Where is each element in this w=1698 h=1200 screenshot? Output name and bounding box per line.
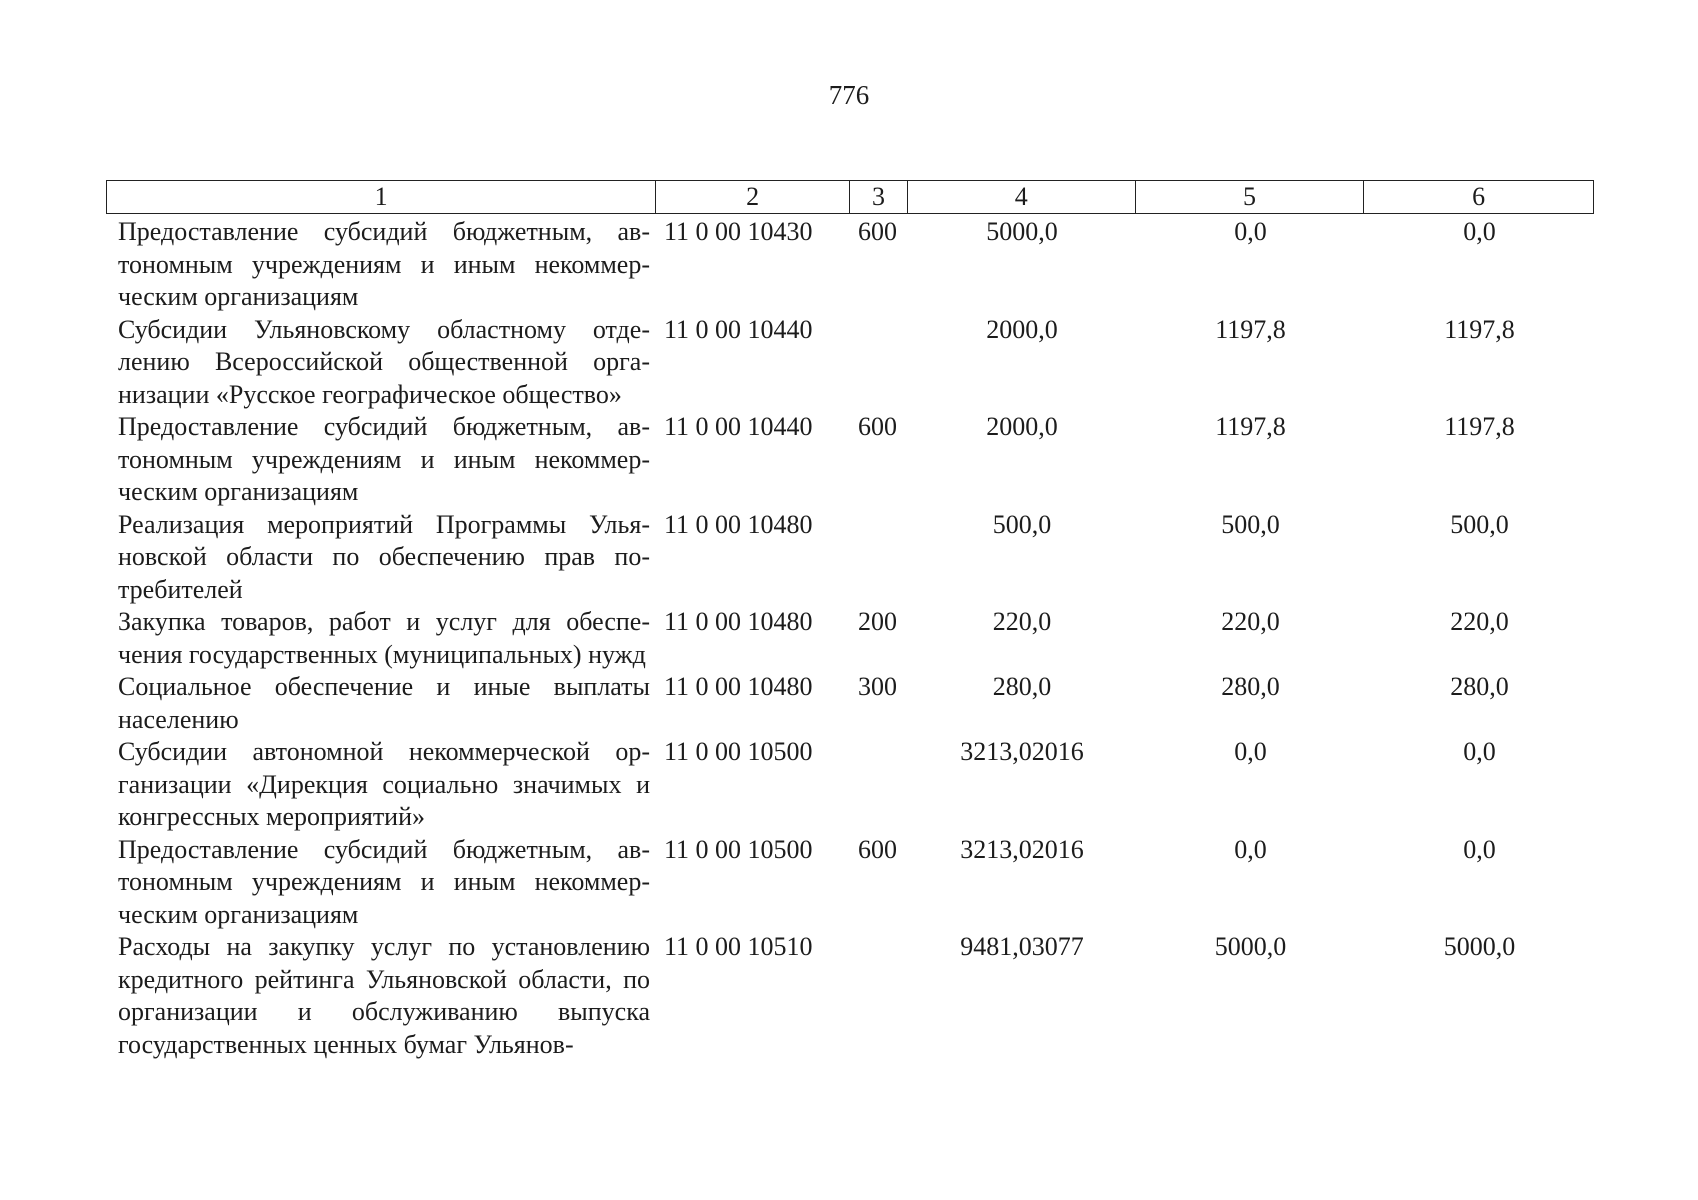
row-value-4: 3213,02016	[960, 737, 1084, 766]
row-name: Субсидии Ульяновскому областному отделению Всероссийской общественной организации «Русское географическое общество»	[118, 314, 650, 409]
row-value-4: 280,0	[992, 672, 1052, 701]
table-body	[106, 216, 1594, 1061]
column-header-6: 6	[1472, 182, 1486, 211]
row-type: 200	[858, 607, 897, 636]
row-value-6: 0,0	[1463, 217, 1496, 246]
row-value-5: 0,0	[1234, 834, 1267, 864]
row-code: 11 0 00 10510	[664, 932, 813, 961]
row-name: Социальное обеспечение и иные выплаты населению	[118, 672, 650, 734]
row-code: 11 0 00 10440	[664, 412, 813, 441]
row-name: Закупка товаров, работ и услуг для обеспечения государственных (муниципальных) нужд	[118, 607, 650, 669]
row-code: 11 0 00 10500	[664, 834, 813, 864]
row-value-5: 220,0	[1221, 607, 1280, 636]
row-type: 600	[858, 412, 897, 441]
row-value-6: 280,0	[1450, 672, 1509, 701]
page-number: 776	[828, 80, 870, 110]
column-header-4: 4	[908, 181, 1136, 213]
row-name: Реализация мероприятий Программы Ульяновской области по обеспечению прав потребителей	[118, 509, 650, 604]
row-value-6: 1197,8	[1444, 412, 1515, 441]
row-value-5: 0,0	[1234, 737, 1267, 766]
column-header-1: 1	[107, 181, 656, 213]
table-row	[106, 736, 1594, 834]
row-name: Предоставление субсидий бюджетным, автономным учреждениям и иным некоммерческим организациям	[118, 834, 650, 929]
row-code: 11 0 00 10480	[664, 509, 813, 539]
table-row	[106, 216, 1594, 314]
row-value-4: 9481,03077	[960, 932, 1084, 961]
row-value-5: 0,0	[1234, 217, 1267, 246]
row-value-5: 5000,0	[1214, 932, 1287, 961]
row-type: 300	[858, 672, 897, 701]
row-value-6: 5000,0	[1443, 932, 1516, 961]
row-type: 600	[858, 217, 897, 246]
row-type: 600	[858, 834, 897, 864]
row-code: 11 0 00 10440	[664, 314, 813, 344]
row-code: 11 0 00 10480	[664, 607, 813, 636]
table-row	[106, 834, 1594, 932]
column-header-5: 5	[1136, 181, 1365, 213]
table-header	[106, 180, 1594, 214]
row-value-6: 500,0	[1450, 509, 1509, 539]
row-value-4: 5000,0	[986, 217, 1058, 246]
row-value-4: 3213,02016	[960, 834, 1084, 864]
row-name: Предоставление субсидий бюджетным, автономным учреждениям и иным некоммерческим организациям	[118, 217, 650, 311]
row-value-6: 0,0	[1463, 834, 1496, 864]
row-value-4: 220,0	[992, 607, 1052, 636]
table-row	[106, 314, 1594, 412]
table-row	[106, 606, 1594, 671]
column-header-3: 3	[850, 181, 908, 213]
row-value-6: 0,0	[1463, 737, 1496, 766]
table-row	[106, 411, 1594, 509]
row-value-5: 280,0	[1221, 672, 1280, 701]
row-code: 11 0 00 10430	[664, 217, 813, 246]
row-code: 11 0 00 10480	[664, 672, 813, 701]
row-value-6: 1197,8	[1444, 314, 1515, 344]
row-value-5: 1197,8	[1215, 412, 1286, 441]
row-name: Расходы на закупку услуг по установлению кредитного рейтинга Ульяновской области, по организации и обслуживанию выпуска государственных ценных бумаг Ульянов-	[118, 932, 650, 1059]
row-name: Субсидии автономной некоммерческой организации «Дирекция социально значимых и конгрессных мероприятий»	[118, 737, 650, 831]
column-header-2: 2	[656, 181, 850, 213]
row-value-5: 500,0	[1221, 509, 1280, 539]
row-value-4: 500,0	[992, 509, 1052, 539]
table-row	[106, 931, 1594, 1061]
row-value-5: 1197,8	[1215, 314, 1286, 344]
row-code: 11 0 00 10500	[664, 737, 813, 766]
table-row	[106, 671, 1594, 736]
row-value-4: 2000,0	[986, 314, 1058, 344]
table-row	[106, 509, 1594, 607]
row-name: Предоставление субсидий бюджетным, автономным учреждениям и иным некоммерческим организациям	[118, 412, 650, 506]
row-value-4: 2000,0	[986, 412, 1058, 441]
row-value-6: 220,0	[1450, 607, 1509, 636]
